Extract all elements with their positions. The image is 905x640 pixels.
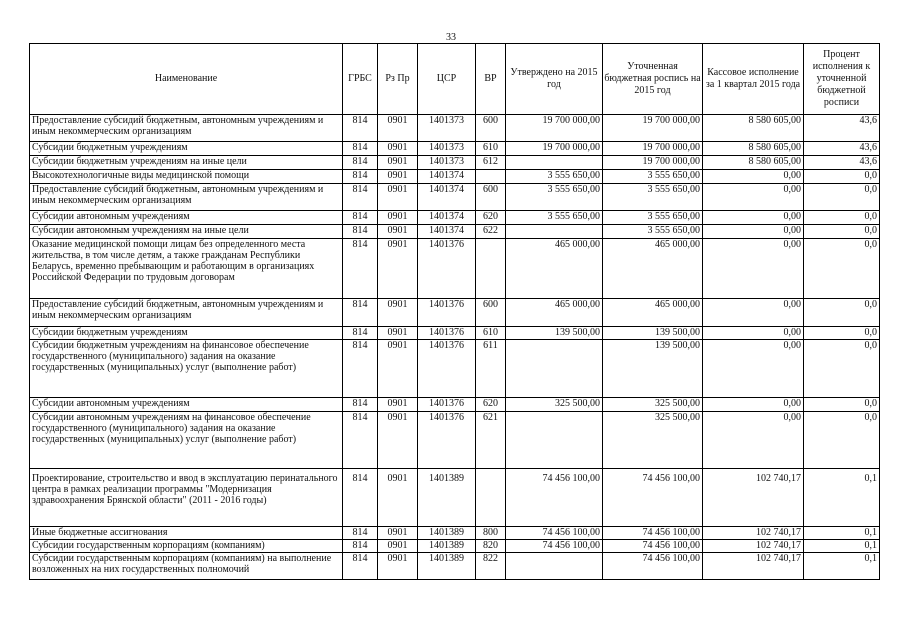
row-cash: 102 740,17	[703, 553, 804, 580]
row-name: Субсидии бюджетным учреждениям	[30, 327, 343, 340]
row-vr: 600	[476, 299, 506, 327]
header-csr: ЦСР	[418, 44, 476, 115]
row-csr: 1401389	[418, 469, 476, 527]
row-rzpr: 0901	[378, 553, 418, 580]
table-row	[30, 327, 880, 340]
row-refined: 3 555 650,00	[603, 170, 703, 184]
row-refined: 139 500,00	[603, 327, 703, 340]
row-approved: 465 000,00	[506, 299, 603, 327]
row-cash: 8 580 605,00	[703, 142, 804, 156]
row-percent: 0,1	[804, 469, 880, 527]
row-percent: 43,6	[804, 142, 880, 156]
row-grbs: 814	[343, 156, 378, 170]
row-name: Субсидии автономным учреждениям на финансовое обеспечение государственного (муниципального) задания на оказание государственных (муниципальных) услуг (выполнение работ)	[30, 412, 343, 469]
row-vr	[476, 239, 506, 299]
row-csr: 1401374	[418, 170, 476, 184]
row-name: Субсидии бюджетным учреждениям	[30, 142, 343, 156]
row-cash: 0,00	[703, 340, 804, 398]
page-number: 33	[446, 32, 456, 43]
row-approved	[506, 553, 603, 580]
row-percent: 0,0	[804, 299, 880, 327]
row-approved: 3 555 650,00	[506, 170, 603, 184]
row-percent: 0,0	[804, 184, 880, 211]
row-grbs: 814	[343, 299, 378, 327]
row-name: Высокотехнологичные виды медицинской помощи	[30, 170, 343, 184]
table-row	[30, 184, 880, 211]
row-grbs: 814	[343, 553, 378, 580]
row-rzpr: 0901	[378, 398, 418, 412]
row-cash: 0,00	[703, 239, 804, 299]
row-csr: 1401374	[418, 211, 476, 225]
row-approved	[506, 340, 603, 398]
row-refined: 74 456 100,00	[603, 540, 703, 553]
row-approved: 325 500,00	[506, 398, 603, 412]
row-vr: 600	[476, 184, 506, 211]
row-approved: 3 555 650,00	[506, 184, 603, 211]
table-row	[30, 239, 880, 299]
header-cash: Кассовое исполнение за 1 квартал 2015 года	[703, 44, 804, 115]
row-csr: 1401373	[418, 156, 476, 170]
row-approved	[506, 412, 603, 469]
row-vr: 600	[476, 115, 506, 142]
row-cash: 0,00	[703, 184, 804, 211]
row-csr: 1401389	[418, 540, 476, 553]
row-grbs: 814	[343, 527, 378, 540]
row-csr: 1401376	[418, 412, 476, 469]
row-vr: 820	[476, 540, 506, 553]
row-vr: 610	[476, 142, 506, 156]
table-row	[30, 412, 880, 469]
row-grbs: 814	[343, 225, 378, 239]
row-rzpr: 0901	[378, 142, 418, 156]
row-csr: 1401374	[418, 225, 476, 239]
row-approved: 19 700 000,00	[506, 142, 603, 156]
row-name: Проектирование, строительство и ввод в эксплуатацию перинатального центра в рамках реализации программы "Модернизация здравоохранения Брянской области" (2011 - 2016 годы)	[30, 469, 343, 527]
row-cash: 0,00	[703, 211, 804, 225]
row-rzpr: 0901	[378, 239, 418, 299]
row-grbs: 814	[343, 540, 378, 553]
row-refined: 325 500,00	[603, 412, 703, 469]
row-name: Субсидии автономным учреждениям	[30, 398, 343, 412]
row-approved: 19 700 000,00	[506, 115, 603, 142]
budget-execution-table	[29, 43, 880, 580]
row-cash: 0,00	[703, 170, 804, 184]
row-csr: 1401376	[418, 398, 476, 412]
row-approved: 74 456 100,00	[506, 540, 603, 553]
row-name: Оказание медицинской помощи лицам без определенного места жительства, в том числе детям, а также гражданам Республики Беларусь, временно пребывающим и работающим в организациях Российской Федерации по трудовым договорам	[30, 239, 343, 299]
row-refined: 19 700 000,00	[603, 156, 703, 170]
row-refined: 19 700 000,00	[603, 115, 703, 142]
row-vr: 822	[476, 553, 506, 580]
row-refined: 139 500,00	[603, 340, 703, 398]
row-name: Субсидии бюджетным учреждениям на финансовое обеспечение государственного (муниципального) задания на оказание государственных (муниципальных) услуг (выполнение работ)	[30, 340, 343, 398]
row-percent: 0,0	[804, 340, 880, 398]
row-percent: 43,6	[804, 156, 880, 170]
row-vr: 620	[476, 398, 506, 412]
row-vr: 621	[476, 412, 506, 469]
row-approved: 74 456 100,00	[506, 469, 603, 527]
row-grbs: 814	[343, 115, 378, 142]
row-vr: 800	[476, 527, 506, 540]
header-rzpr: Рз Пр	[378, 44, 418, 115]
row-cash: 0,00	[703, 299, 804, 327]
row-cash: 0,00	[703, 327, 804, 340]
row-csr: 1401373	[418, 115, 476, 142]
row-refined: 3 555 650,00	[603, 211, 703, 225]
row-refined: 3 555 650,00	[603, 184, 703, 211]
row-rzpr: 0901	[378, 299, 418, 327]
row-refined: 74 456 100,00	[603, 527, 703, 540]
row-rzpr: 0901	[378, 225, 418, 239]
header-approved: Утверждено на 2015 год	[506, 44, 603, 115]
row-rzpr: 0901	[378, 184, 418, 211]
row-cash: 8 580 605,00	[703, 156, 804, 170]
row-refined: 325 500,00	[603, 398, 703, 412]
row-percent: 0,1	[804, 527, 880, 540]
row-cash: 8 580 605,00	[703, 115, 804, 142]
header-grbs: ГРБС	[343, 44, 378, 115]
row-percent: 0,0	[804, 327, 880, 340]
row-name: Субсидии автономным учреждениям на иные цели	[30, 225, 343, 239]
table-row	[30, 115, 880, 142]
row-name: Субсидии государственным корпорациям (компаниям) на выполнение возложенных на них государственных полномочий	[30, 553, 343, 580]
row-approved: 139 500,00	[506, 327, 603, 340]
row-grbs: 814	[343, 239, 378, 299]
row-csr: 1401389	[418, 553, 476, 580]
row-percent: 0,0	[804, 239, 880, 299]
row-grbs: 814	[343, 170, 378, 184]
table-row	[30, 299, 880, 327]
row-csr: 1401376	[418, 239, 476, 299]
row-rzpr: 0901	[378, 540, 418, 553]
row-rzpr: 0901	[378, 170, 418, 184]
row-percent: 0,1	[804, 553, 880, 580]
row-refined: 465 000,00	[603, 239, 703, 299]
row-name: Субсидии автономным учреждениям	[30, 211, 343, 225]
row-grbs: 814	[343, 398, 378, 412]
header-vr: ВР	[476, 44, 506, 115]
row-rzpr: 0901	[378, 412, 418, 469]
row-refined: 74 456 100,00	[603, 469, 703, 527]
row-cash: 0,00	[703, 398, 804, 412]
row-vr: 611	[476, 340, 506, 398]
row-percent: 0,0	[804, 398, 880, 412]
row-grbs: 814	[343, 412, 378, 469]
table-row	[30, 170, 880, 184]
row-cash: 102 740,17	[703, 540, 804, 553]
row-refined: 19 700 000,00	[603, 142, 703, 156]
table-row	[30, 540, 880, 553]
row-grbs: 814	[343, 469, 378, 527]
row-rzpr: 0901	[378, 469, 418, 527]
row-csr: 1401389	[418, 527, 476, 540]
row-vr: 622	[476, 225, 506, 239]
row-vr: 610	[476, 327, 506, 340]
row-rzpr: 0901	[378, 156, 418, 170]
table-body	[30, 115, 880, 580]
row-approved	[506, 156, 603, 170]
table-row	[30, 156, 880, 170]
table-row	[30, 142, 880, 156]
row-approved	[506, 225, 603, 239]
row-cash: 0,00	[703, 412, 804, 469]
row-rzpr: 0901	[378, 211, 418, 225]
row-grbs: 814	[343, 142, 378, 156]
row-refined: 465 000,00	[603, 299, 703, 327]
row-csr: 1401373	[418, 142, 476, 156]
row-percent: 0,1	[804, 540, 880, 553]
row-rzpr: 0901	[378, 327, 418, 340]
header-percent: Процент исполнения к уточненной бюджетной росписи	[804, 44, 880, 115]
table-row	[30, 527, 880, 540]
row-csr: 1401376	[418, 340, 476, 398]
row-name: Иные бюджетные ассигнования	[30, 527, 343, 540]
row-csr: 1401374	[418, 184, 476, 211]
row-percent: 0,0	[804, 211, 880, 225]
row-grbs: 814	[343, 340, 378, 398]
table-row	[30, 469, 880, 527]
row-grbs: 814	[343, 184, 378, 211]
table-header	[30, 44, 880, 115]
table-row	[30, 211, 880, 225]
row-cash: 102 740,17	[703, 469, 804, 527]
row-name: Предоставление субсидий бюджетным, автономным учреждениям и иным некоммерческим организациям	[30, 115, 343, 142]
row-approved: 74 456 100,00	[506, 527, 603, 540]
row-percent: 0,0	[804, 170, 880, 184]
row-name: Предоставление субсидий бюджетным, автономным учреждениям и иным некоммерческим организациям	[30, 184, 343, 211]
row-csr: 1401376	[418, 299, 476, 327]
table-row	[30, 225, 880, 239]
row-percent: 43,6	[804, 115, 880, 142]
header-name: Наименование	[30, 44, 343, 115]
row-refined: 74 456 100,00	[603, 553, 703, 580]
row-rzpr: 0901	[378, 527, 418, 540]
row-vr: 612	[476, 156, 506, 170]
header-refined: Уточненная бюджетная роспись на 2015 год	[603, 44, 703, 115]
row-vr: 620	[476, 211, 506, 225]
table-row	[30, 398, 880, 412]
row-rzpr: 0901	[378, 115, 418, 142]
row-refined: 3 555 650,00	[603, 225, 703, 239]
table-row	[30, 340, 880, 398]
row-vr	[476, 469, 506, 527]
table-row	[30, 553, 880, 580]
row-percent: 0,0	[804, 225, 880, 239]
row-grbs: 814	[343, 211, 378, 225]
row-name: Предоставление субсидий бюджетным, автономным учреждениям и иным некоммерческим организациям	[30, 299, 343, 327]
row-name: Субсидии бюджетным учреждениям на иные цели	[30, 156, 343, 170]
row-cash: 102 740,17	[703, 527, 804, 540]
row-name: Субсидии государственным корпорациям (компаниям)	[30, 540, 343, 553]
row-grbs: 814	[343, 327, 378, 340]
row-approved: 3 555 650,00	[506, 211, 603, 225]
row-cash: 0,00	[703, 225, 804, 239]
row-approved: 465 000,00	[506, 239, 603, 299]
row-rzpr: 0901	[378, 340, 418, 398]
row-vr	[476, 170, 506, 184]
row-csr: 1401376	[418, 327, 476, 340]
row-percent: 0,0	[804, 412, 880, 469]
